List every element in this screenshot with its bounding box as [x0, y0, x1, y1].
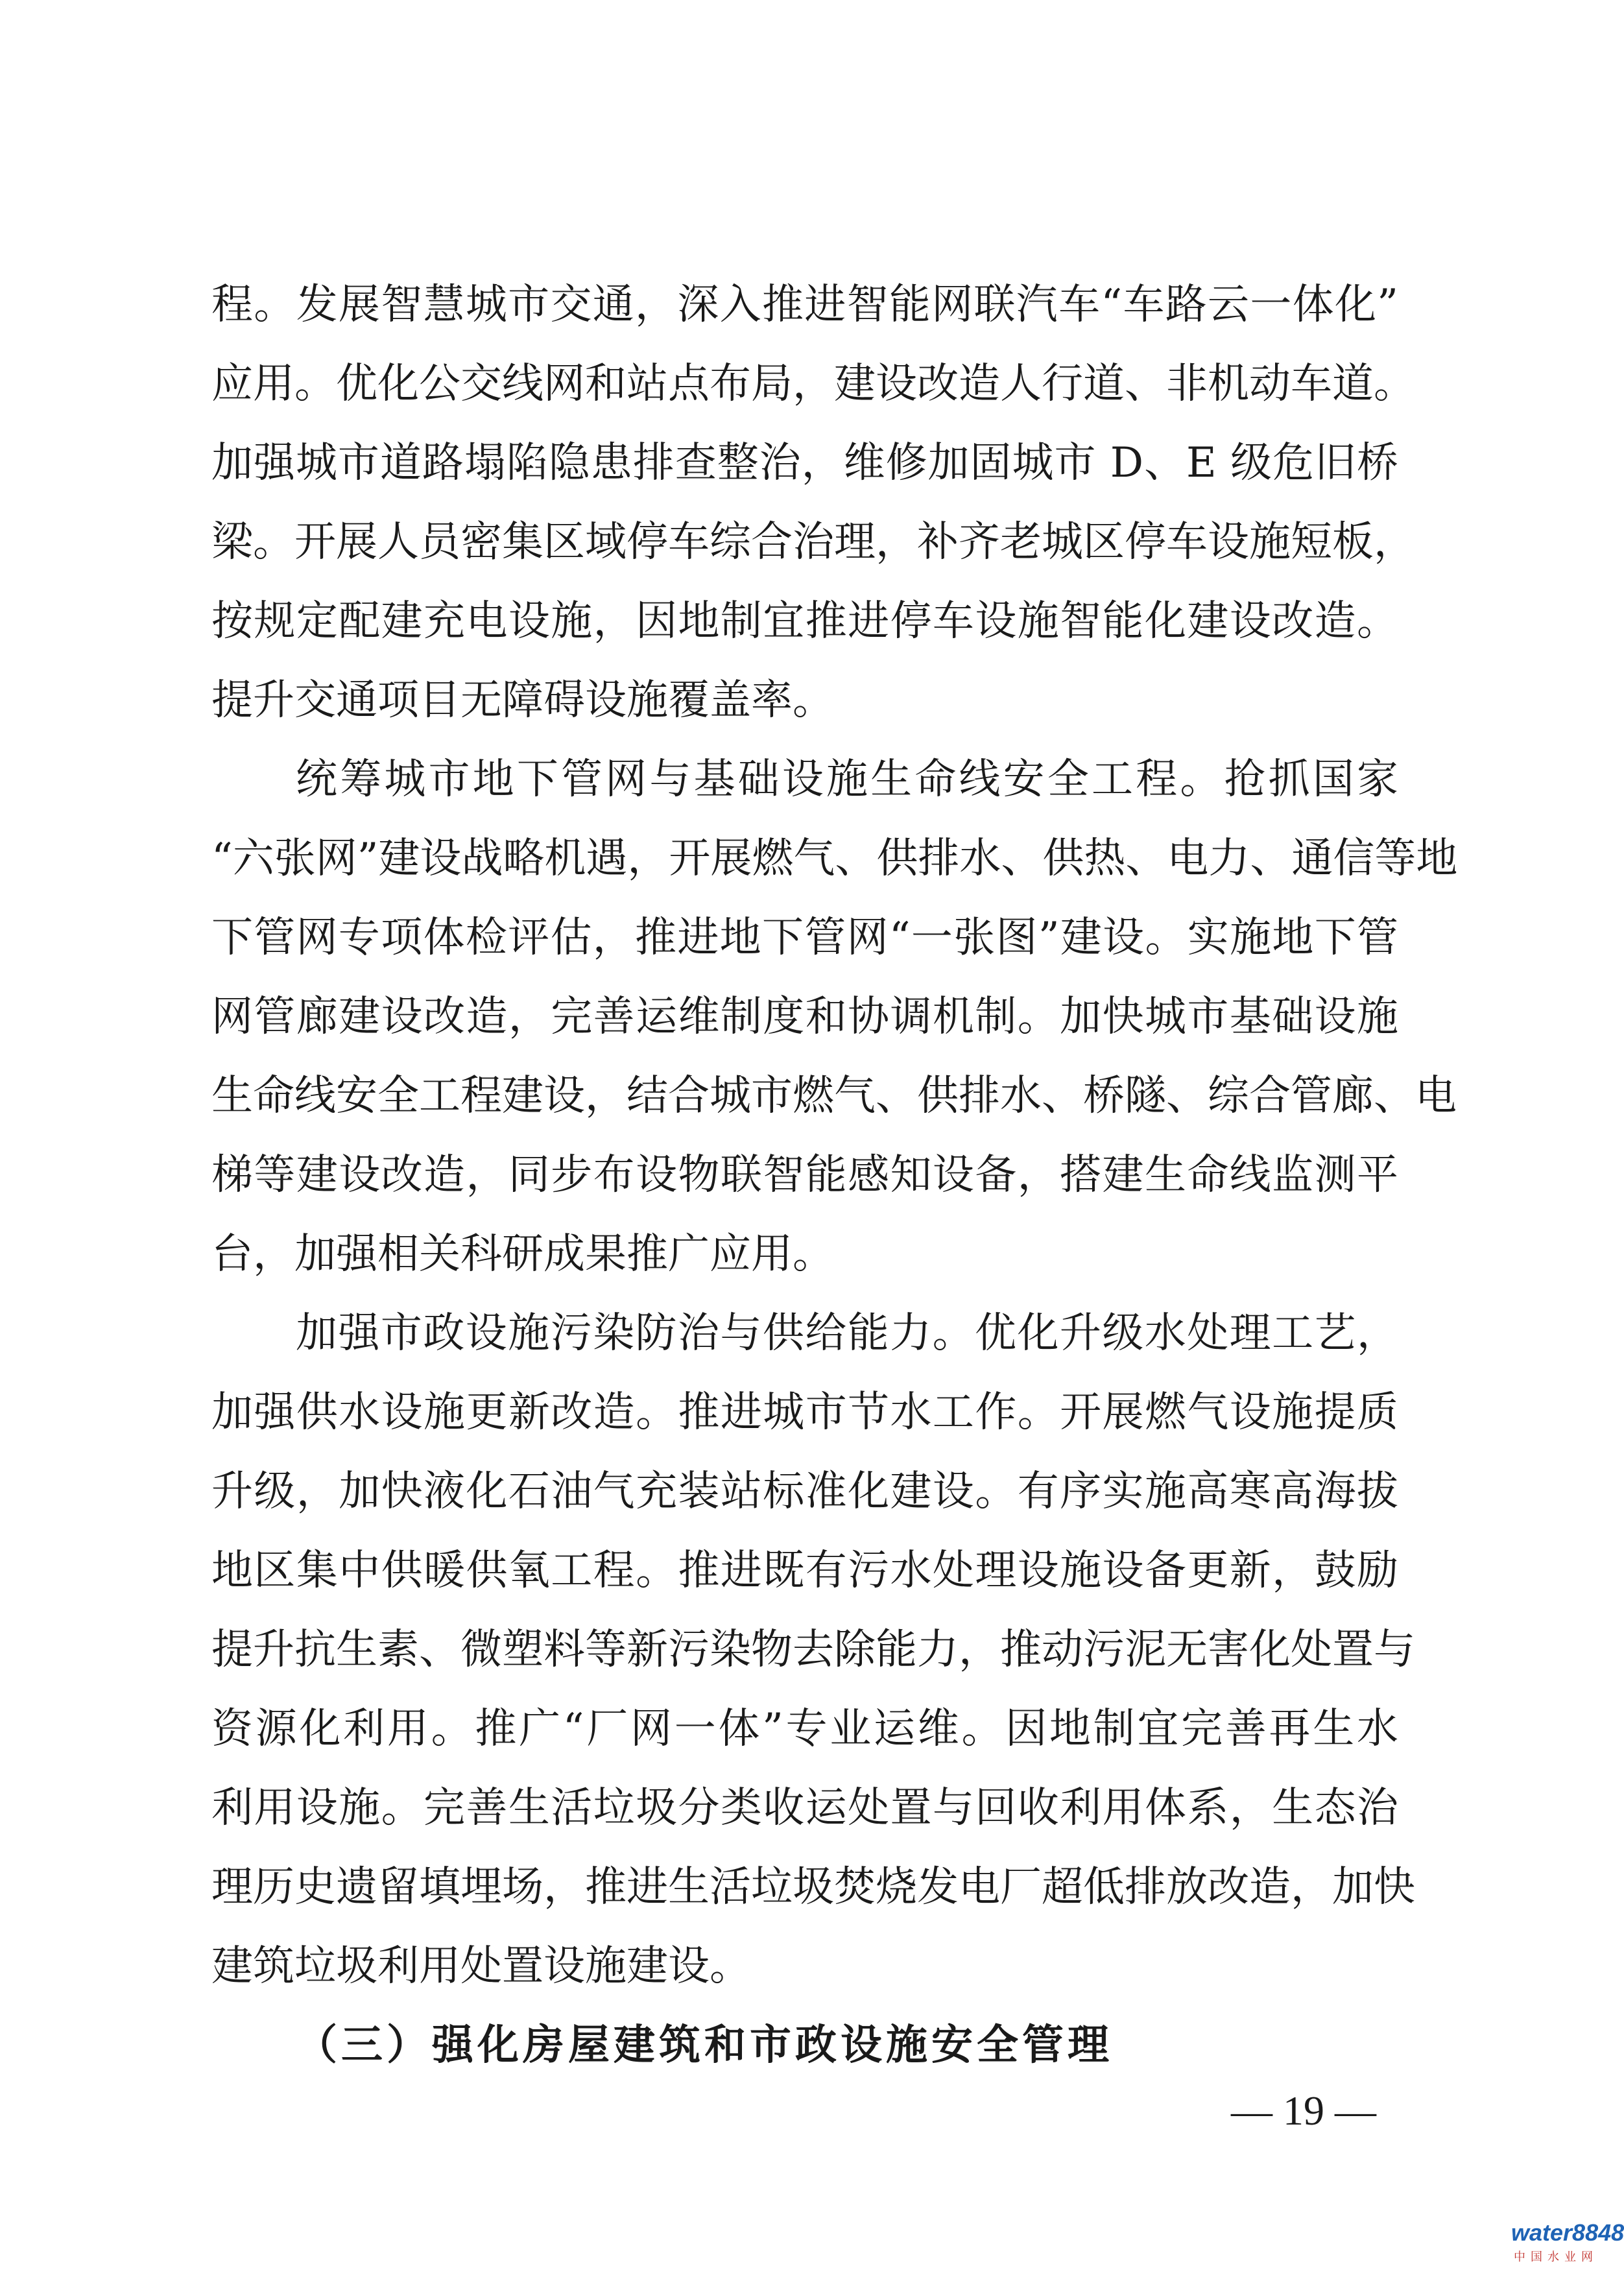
body-text-line: 地区集中供暖供氧工程。推进既有污水处理设施设备更新，鼓励: [211, 1547, 1398, 1595]
section-heading: （三）强化房屋建筑和市政设施安全管理: [296, 2021, 1113, 2069]
body-text-line: 统筹城市地下管网与基础设施生命线安全工程。抢抓国家: [296, 756, 1398, 804]
body-text-line: 资源化利用。推广“厂网一体”专业运维。因地制宜完善再生水: [211, 1705, 1398, 1753]
body-text-line: 台，加强相关科研成果推广应用。: [211, 1230, 834, 1278]
body-text-line: 升级，加快液化石油气充装站标准化建设。有序实施高寒高海拔: [211, 1468, 1398, 1516]
body-text-line: 梁。开展人员密集区域停车综合治理，补齐老城区停车设施短板，: [211, 518, 1415, 566]
watermark-logo: [1511, 2218, 1624, 2270]
watermark-sub-text: 中国水业网: [1514, 2250, 1598, 2264]
body-text-line: 加强市政设施污染防治与供给能力。优化升级水处理工艺，: [296, 1309, 1398, 1357]
body-text-line: 提升交通项目无障碍设施覆盖率。: [211, 676, 834, 724]
body-text-line: “六张网”建设战略机遇，开展燃气、供排水、供热、电力、通信等地: [211, 835, 1458, 883]
body-text-line: 加强供水设施更新改造。推进城市节水工作。开展燃气设施提质: [211, 1388, 1398, 1436]
body-text-line: 网管廊建设改造，完善运维制度和协调机制。加快城市基础设施: [211, 993, 1398, 1041]
body-text-line: 利用设施。完善生活垃圾分类收运处置与回收利用体系，生态治: [211, 1784, 1398, 1832]
body-text-line: 梯等建设改造，同步布设物联智能感知设备，搭建生命线监测平: [211, 1151, 1398, 1199]
body-text-line: 生命线安全工程建设，结合城市燃气、供排水、桥隧、综合管廊、电: [211, 1072, 1457, 1120]
body-text-line: 加强城市道路塌陷隐患排查整治，维修加固城市 D、E 级危旧桥: [211, 439, 1398, 487]
body-text-line: 下管网专项体检评估，推进地下管网“一张图”建设。实施地下管: [211, 914, 1398, 962]
body-text-line: 建筑垃圾利用处置设施建设。: [211, 1942, 751, 1990]
body-text-line: 理历史遗留填埋场，推进生活垃圾焚烧发电厂超低排放改造，加快: [211, 1863, 1415, 1911]
body-text-line: 提升抗生素、微塑料等新污染物去除能力，推动污泥无害化处置与: [211, 1626, 1415, 1674]
page-number: — 19 —: [1231, 2088, 1376, 2134]
body-text-line: 程。发展智慧城市交通，深入推进智能网联汽车“车路云一体化”: [211, 281, 1398, 329]
body-text-line: 应用。优化公交线网和站点布局，建设改造人行道、非机动车道。: [211, 360, 1415, 408]
body-text-line: 按规定配建充电设施，因地制宜推进停车设施智能化建设改造。: [211, 597, 1398, 645]
watermark-logo-text: water8848: [1511, 2219, 1624, 2246]
